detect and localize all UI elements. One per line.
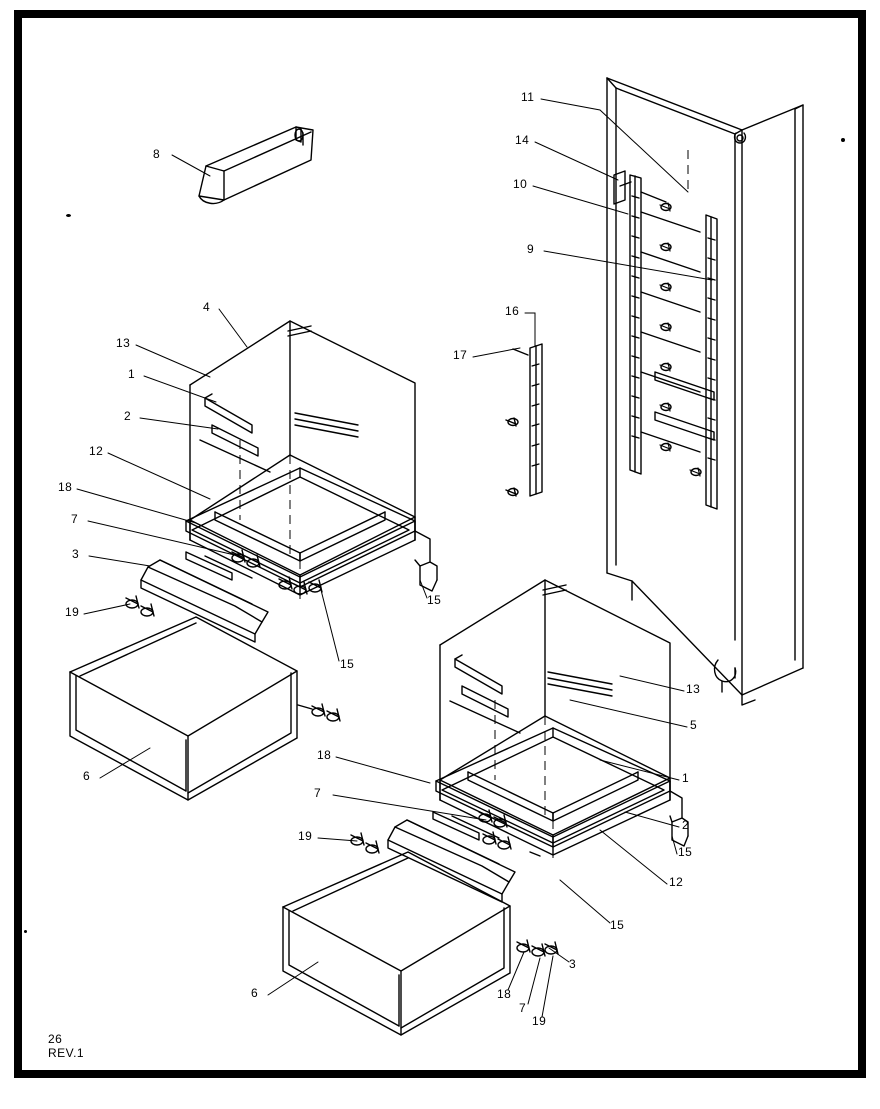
callout-1-lower: 1: [682, 771, 690, 785]
callout-1-upper: 1: [128, 367, 136, 381]
scan-speck: [860, 696, 864, 700]
page-footer: [48, 1032, 84, 1060]
scan-speck: [841, 138, 845, 142]
callout-13-upper: 13: [116, 336, 131, 350]
callout-5: 5: [690, 718, 698, 732]
scan-speck: [24, 930, 27, 933]
callout-3-lower: 3: [569, 957, 577, 971]
callout-7-upper: 7: [71, 512, 79, 526]
callout-3-upper: 3: [72, 547, 80, 561]
callout-6-upper: 6: [83, 769, 91, 783]
callout-18-bottom: 18: [497, 987, 512, 1001]
callout-7-bottom: 7: [519, 1001, 527, 1015]
callout-16: 16: [505, 304, 520, 318]
callout-19-lower: 19: [298, 829, 313, 843]
callout-4: 4: [203, 300, 211, 314]
callout-13-lower: 13: [686, 682, 701, 696]
callout-11: 11: [521, 90, 535, 104]
callout-15-upper-center: 15: [340, 657, 355, 671]
callout-14: 14: [515, 133, 530, 147]
callout-6-lower: 6: [251, 986, 259, 1000]
callout-15-lower-center: 15: [610, 918, 625, 932]
callout-19-upper: 19: [65, 605, 80, 619]
callout-10: 10: [513, 177, 528, 191]
callout-9: 9: [527, 242, 535, 256]
callout-12-upper: 12: [89, 444, 104, 458]
callout-18-lower: 18: [317, 748, 332, 762]
callout-2-upper: 2: [124, 409, 132, 423]
callout-8: 8: [153, 147, 161, 161]
callout-15-lower-right: 15: [678, 845, 693, 859]
callout-12-lower: 12: [669, 875, 684, 889]
callout-17: 17: [453, 348, 468, 362]
revision-label: REV.1: [48, 1046, 85, 1060]
callout-18-upper: 18: [58, 480, 73, 494]
callout-19-bottom: 19: [532, 1014, 547, 1028]
callout-15-upper-right: 15: [427, 593, 442, 607]
callout-7-lower: 7: [314, 786, 322, 800]
scan-speck: [66, 214, 71, 217]
callout-2-lower: 2: [682, 818, 690, 832]
page-number: 26: [48, 1032, 63, 1046]
